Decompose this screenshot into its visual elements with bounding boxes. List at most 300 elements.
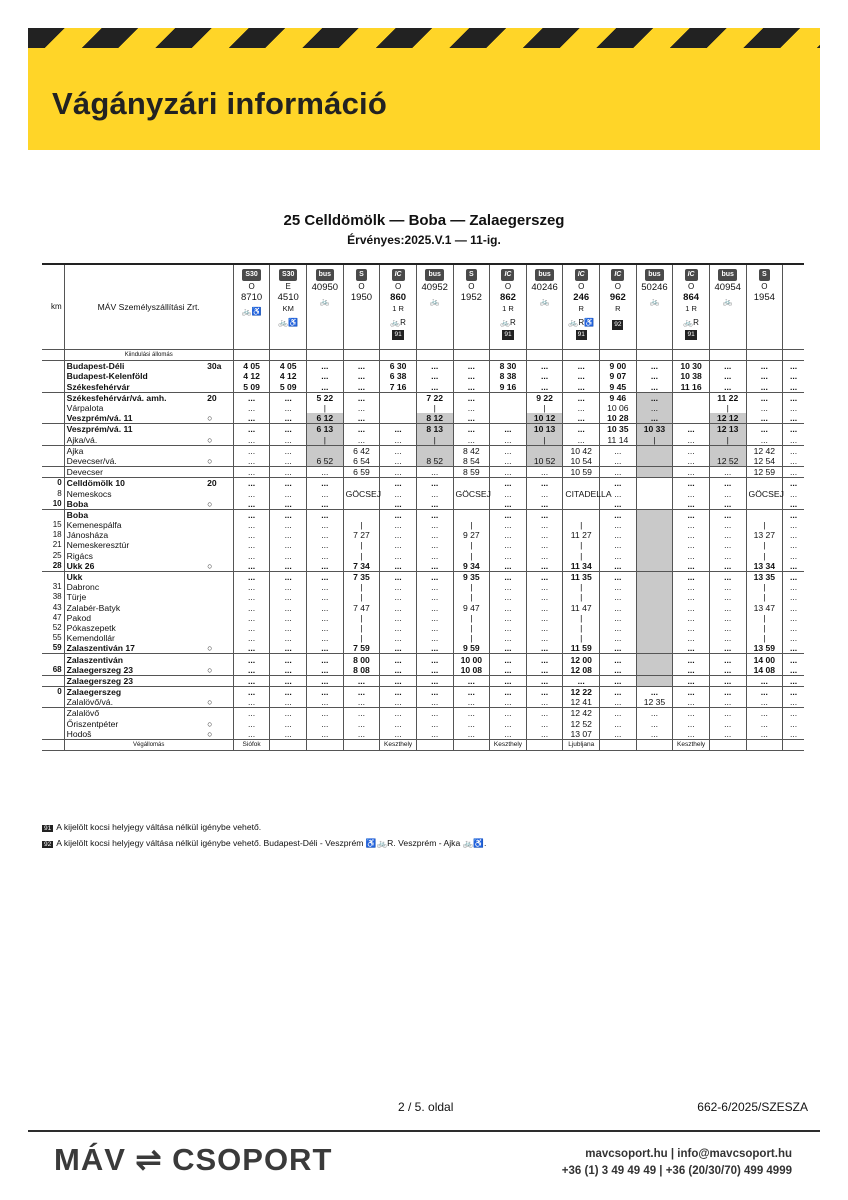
time-cell: 7 59 — [343, 643, 380, 654]
time-cell: | — [746, 520, 783, 530]
empty-cell — [526, 350, 563, 361]
empty-cell — [380, 350, 417, 361]
train-number: 40246 — [531, 282, 558, 293]
station-name: Kemendollár — [64, 633, 205, 643]
time-cell: ... — [526, 643, 563, 654]
time-cell: 9 00 — [600, 361, 637, 372]
time-cell: ... — [526, 582, 563, 592]
train-subinfo: 1 R — [502, 304, 514, 313]
end-station: Keszthely — [380, 739, 417, 750]
time-cell: ... — [380, 509, 417, 520]
time-cell: ... — [270, 403, 307, 413]
station-name: Boba — [64, 499, 205, 510]
time-cell: GÖCSEJ — [746, 488, 783, 498]
time-cell: ... — [307, 540, 344, 550]
time-cell: ... — [526, 603, 563, 613]
time-cell: ... — [673, 478, 710, 489]
time-cell — [636, 603, 673, 613]
time-cell: 6 13 — [307, 424, 344, 435]
time-cell: ... — [490, 467, 527, 478]
time-cell: 10 35 — [600, 424, 637, 435]
time-cell: ... — [380, 540, 417, 550]
time-cell: ... — [233, 582, 270, 592]
time-cell: ... — [307, 361, 344, 372]
time-cell — [380, 392, 417, 403]
time-cell: ... — [380, 729, 417, 740]
time-cell: ... — [380, 520, 417, 530]
train-column-header — [380, 264, 417, 350]
time-cell — [343, 509, 380, 520]
train-column-header — [453, 264, 490, 350]
table-row — [42, 675, 804, 686]
time-cell: ... — [746, 424, 783, 435]
footnote-92 — [42, 838, 486, 849]
time-cell — [636, 540, 673, 550]
time-cell: ... — [233, 413, 270, 424]
time-cell: ... — [526, 382, 563, 393]
time-cell: 6 59 — [343, 467, 380, 478]
time-cell: | — [563, 551, 600, 561]
time-cell: ... — [416, 729, 453, 740]
time-cell: ... — [307, 561, 344, 572]
time-cell: | — [563, 623, 600, 633]
empty-cell — [709, 350, 746, 361]
time-cell: 10 42 — [563, 445, 600, 456]
time-cell: ... — [307, 665, 344, 676]
end-station: Keszthely — [490, 739, 527, 750]
time-cell: 10 54 — [563, 456, 600, 467]
train-category-badge: IC — [611, 269, 624, 281]
train-circle-mark: O — [578, 282, 585, 291]
km-cell — [42, 435, 64, 446]
time-cell: ... — [600, 540, 637, 550]
time-cell: ... — [233, 633, 270, 643]
empty-cell — [233, 350, 270, 361]
time-cell: ... — [380, 478, 417, 489]
station-ref — [205, 633, 233, 643]
time-cell: 8 54 — [453, 456, 490, 467]
time-cell: ... — [636, 729, 673, 740]
time-cell: ... — [600, 582, 637, 592]
time-cell: ... — [600, 456, 637, 467]
time-cell: 12 22 — [563, 687, 600, 698]
time-cell: ... — [307, 551, 344, 561]
time-cell: ... — [526, 633, 563, 643]
validity-text: Érvényes:2025.V.1 — 11-ig. — [347, 233, 501, 247]
empty-cell — [600, 350, 637, 361]
train-category-badge: IC — [575, 269, 588, 281]
time-cell: ... — [636, 371, 673, 381]
time-cell: GÖCSEJ — [453, 488, 490, 498]
time-cell — [490, 413, 527, 424]
time-cell: ... — [380, 488, 417, 498]
time-cell: ... — [673, 582, 710, 592]
time-cell — [563, 499, 600, 510]
time-cell: ... — [490, 509, 527, 520]
train-number: 1950 — [350, 292, 373, 303]
footnote-text: A kijelölt kocsi helyjegy váltása nélkül igénybe vehető. — [56, 822, 262, 832]
time-cell — [636, 551, 673, 561]
time-cell: ... — [233, 697, 270, 708]
time-cell: ... — [270, 687, 307, 698]
end-station — [636, 739, 673, 750]
time-cell: ... — [600, 613, 637, 623]
time-cell: ... — [709, 719, 746, 729]
station-ref — [205, 623, 233, 633]
footer-divider — [28, 1130, 820, 1132]
table-row — [42, 665, 804, 676]
time-cell — [636, 499, 673, 510]
time-cell: ... — [600, 509, 637, 520]
station-ref: ○ — [207, 413, 213, 424]
km-cell: 15 — [52, 520, 62, 530]
time-cell: 6 12 — [307, 413, 344, 424]
time-cell: ... — [380, 582, 417, 592]
time-cell: ... — [490, 708, 527, 719]
station-name: Veszprém/vá. 11 — [64, 424, 205, 435]
time-cell: ... — [526, 675, 563, 686]
time-cell: | — [563, 613, 600, 623]
time-cell — [380, 413, 417, 424]
km-cell: 25 — [52, 550, 62, 560]
km-cell — [42, 413, 64, 424]
empty-cell — [307, 350, 344, 361]
time-cell: ... — [380, 456, 417, 467]
time-cell: ... — [380, 571, 417, 582]
time-cell: ... — [270, 729, 307, 740]
time-cell: 12 42 — [746, 445, 783, 456]
time-cell: 12 52 — [563, 719, 600, 729]
time-cell: | — [636, 435, 673, 446]
time-cell: ... — [746, 392, 783, 403]
time-cell: ... — [416, 582, 453, 592]
time-cell: ... — [746, 403, 783, 413]
time-cell — [746, 509, 783, 520]
time-cell: 7 34 — [343, 561, 380, 572]
km-cell — [42, 350, 64, 361]
train-column-header — [636, 264, 673, 350]
time-cell: ... — [490, 633, 527, 643]
time-cell: ... — [453, 719, 490, 729]
train-category-badge: bus — [535, 269, 553, 281]
time-cell: 9 47 — [453, 603, 490, 613]
train-number: 860 — [390, 292, 407, 303]
time-cell: ... — [709, 371, 746, 381]
time-cell: 11 14 — [600, 435, 637, 446]
time-cell — [636, 456, 673, 467]
time-cell: ... — [563, 675, 600, 686]
time-cell: ... — [233, 540, 270, 550]
time-cell: ... — [673, 424, 710, 435]
time-cell: ... — [783, 643, 804, 654]
time-cell: ... — [270, 561, 307, 572]
station-ref: ○ — [207, 697, 213, 708]
train-service-icons: 🚲R — [500, 318, 516, 327]
time-cell — [636, 623, 673, 633]
time-cell: ... — [233, 729, 270, 740]
time-cell: ... — [307, 582, 344, 592]
time-cell: ... — [343, 413, 380, 424]
time-cell: ... — [709, 361, 746, 372]
time-cell: ... — [490, 613, 527, 623]
km-cell — [42, 708, 64, 719]
time-cell: ... — [600, 530, 637, 540]
time-cell: ... — [783, 456, 804, 467]
time-cell: ... — [380, 687, 417, 698]
time-cell: ... — [270, 603, 307, 613]
time-cell: ... — [380, 424, 417, 435]
station-ref: ○ — [207, 560, 213, 571]
time-cell: | — [453, 582, 490, 592]
time-cell: 12 12 — [709, 413, 746, 424]
train-category-badge: S — [356, 269, 367, 281]
km-cell — [42, 571, 64, 582]
station-name: Celldömölk 10 — [64, 478, 205, 489]
time-cell: ... — [270, 467, 307, 478]
table-row — [42, 561, 804, 572]
station-name: Zalaegerszeg 23 — [64, 675, 205, 686]
footnote-91 — [42, 822, 261, 832]
train-number: 862 — [500, 292, 516, 303]
time-cell: ... — [673, 456, 710, 467]
time-cell: ... — [490, 499, 527, 510]
time-cell: ... — [233, 392, 270, 403]
time-cell: ... — [490, 643, 527, 654]
time-cell: ... — [490, 729, 527, 740]
station-ref — [205, 540, 233, 550]
time-cell: ... — [526, 561, 563, 572]
time-cell: 11 22 — [709, 392, 746, 403]
time-cell: ... — [343, 403, 380, 413]
train-column-header — [270, 264, 307, 350]
time-cell: 13 35 — [746, 571, 783, 582]
train-category-badge: bus — [645, 269, 663, 281]
time-cell: 11 59 — [563, 643, 600, 654]
time-cell — [673, 403, 710, 413]
time-cell: ... — [783, 467, 804, 478]
time-cell — [563, 509, 600, 520]
time-cell: ... — [307, 530, 344, 540]
empty-cell — [343, 350, 380, 361]
hazard-stripe — [28, 28, 820, 48]
time-cell: ... — [490, 697, 527, 708]
train-circle-mark: O — [394, 282, 402, 291]
time-cell: ... — [343, 361, 380, 372]
time-cell: ... — [709, 665, 746, 676]
table-row — [42, 445, 804, 456]
time-cell — [343, 499, 380, 510]
table-row — [42, 435, 804, 446]
time-cell: ... — [307, 623, 344, 633]
empty-cell — [490, 350, 527, 361]
time-cell: ... — [270, 478, 307, 489]
time-cell: ... — [416, 499, 453, 510]
station-name: Kemenespálfa — [64, 520, 205, 530]
station-name: Ukk 26 — [64, 561, 205, 572]
station-ref — [205, 571, 233, 582]
station-name: Őriszentpéter — [64, 719, 205, 729]
time-cell: ... — [600, 499, 637, 510]
time-cell: ... — [673, 708, 710, 719]
km-cell — [42, 654, 64, 665]
time-cell: ... — [343, 371, 380, 381]
time-cell: ... — [343, 382, 380, 393]
train-column-header — [416, 264, 453, 350]
station-ref: 20 — [205, 392, 233, 403]
station-ref: ○ — [207, 455, 213, 466]
train-service-icons: 🚲♿ — [278, 318, 299, 327]
km-cell — [42, 424, 64, 435]
time-cell: | — [453, 613, 490, 623]
time-cell: ... — [783, 729, 804, 740]
time-cell: ... — [270, 551, 307, 561]
time-cell: ... — [636, 413, 673, 424]
time-cell — [416, 445, 453, 456]
time-cell: ... — [783, 382, 804, 393]
time-cell: ... — [783, 708, 804, 719]
time-cell: ... — [416, 530, 453, 540]
table-row — [42, 603, 804, 613]
time-cell: ... — [673, 687, 710, 698]
time-cell: ... — [673, 675, 710, 686]
time-cell: ... — [563, 371, 600, 381]
time-cell: ... — [270, 520, 307, 530]
time-cell: ... — [526, 687, 563, 698]
train-circle-mark: O — [358, 282, 365, 291]
table-row — [42, 654, 804, 665]
time-cell: 12 52 — [709, 456, 746, 467]
time-cell: | — [709, 435, 746, 446]
time-cell: ... — [307, 708, 344, 719]
train-subinfo: 1 R — [685, 304, 697, 313]
time-cell — [453, 478, 490, 489]
time-cell: ... — [416, 623, 453, 633]
time-cell: ... — [453, 675, 490, 686]
table-row — [42, 382, 804, 393]
time-cell: 10 06 — [600, 403, 637, 413]
train-footnote-ref: 91 — [504, 331, 512, 338]
table-row — [42, 371, 804, 381]
time-cell: ... — [380, 697, 417, 708]
time-cell: 12 00 — [563, 654, 600, 665]
time-cell: ... — [783, 435, 804, 446]
time-cell: ... — [343, 697, 380, 708]
time-cell: ... — [783, 561, 804, 572]
time-cell: ... — [416, 633, 453, 643]
time-cell: ... — [526, 665, 563, 676]
table-row — [42, 551, 804, 561]
time-cell: ... — [416, 361, 453, 372]
table-row — [42, 456, 804, 467]
time-cell: ... — [416, 382, 453, 393]
time-cell: ... — [636, 719, 673, 729]
time-cell: ... — [233, 488, 270, 498]
time-cell: ... — [600, 719, 637, 729]
time-cell: GÖCSEJ — [343, 488, 380, 498]
train-column-header — [673, 264, 710, 350]
time-cell: ... — [526, 361, 563, 372]
train-service-icons: 🚲 — [429, 297, 440, 306]
time-cell: | — [563, 520, 600, 530]
mav-logo: MÁV ⇌ CSOPORT — [54, 1142, 333, 1177]
table-row — [42, 592, 804, 602]
end-station — [270, 739, 307, 750]
time-cell: ... — [673, 499, 710, 510]
station-ref — [205, 382, 233, 393]
time-cell — [636, 613, 673, 623]
time-cell: ... — [380, 613, 417, 623]
train-category-badge: bus — [425, 269, 443, 281]
time-cell: | — [746, 540, 783, 550]
time-cell: ... — [600, 445, 637, 456]
time-cell: 11 34 — [563, 561, 600, 572]
time-cell: ... — [636, 403, 673, 413]
time-cell: 8 00 — [343, 654, 380, 665]
station-ref: 20 — [205, 478, 233, 489]
time-cell: ... — [490, 719, 527, 729]
time-cell: 5 09 — [233, 382, 270, 393]
train-category-badge: bus — [316, 269, 334, 281]
time-cell: ... — [783, 520, 804, 530]
end-station — [709, 739, 746, 750]
station-ref: ○ — [207, 498, 213, 509]
station-ref — [205, 592, 233, 602]
station-ref: 30a — [205, 361, 233, 372]
time-cell: ... — [233, 499, 270, 510]
time-cell: ... — [453, 392, 490, 403]
station-name: Zalalövő — [64, 708, 205, 719]
time-cell: ... — [307, 633, 344, 643]
time-cell: ... — [233, 478, 270, 489]
time-cell: 13 07 — [563, 729, 600, 740]
document-id: 662-6/2025/SZESZA — [697, 1100, 808, 1114]
time-cell — [636, 561, 673, 572]
time-cell: ... — [270, 697, 307, 708]
time-cell: ... — [380, 551, 417, 561]
time-cell: ... — [416, 478, 453, 489]
station-ref — [205, 467, 233, 478]
time-cell: ... — [233, 603, 270, 613]
time-cell: ... — [416, 571, 453, 582]
time-cell: | — [563, 633, 600, 643]
time-cell: ... — [416, 613, 453, 623]
time-cell — [636, 467, 673, 478]
station-ref — [205, 551, 233, 561]
time-cell: ... — [600, 729, 637, 740]
time-cell: ... — [783, 445, 804, 456]
time-cell: 10 52 — [526, 456, 563, 467]
train-circle-mark: O — [614, 282, 621, 291]
time-cell: ... — [490, 445, 527, 456]
table-row — [42, 530, 804, 540]
end-station: Siófok — [233, 739, 270, 750]
time-cell: ... — [343, 424, 380, 435]
time-cell: ... — [600, 665, 637, 676]
time-cell: ... — [307, 613, 344, 623]
time-cell: ... — [563, 413, 600, 424]
table-row — [42, 392, 804, 403]
time-cell: ... — [673, 435, 710, 446]
time-cell: ... — [600, 467, 637, 478]
time-cell: ... — [783, 675, 804, 686]
time-cell: 13 47 — [746, 603, 783, 613]
time-cell: ... — [709, 509, 746, 520]
table-row — [42, 361, 804, 372]
km-cell — [42, 403, 64, 413]
time-cell: | — [343, 582, 380, 592]
time-cell: ... — [307, 382, 344, 393]
time-cell: ... — [673, 603, 710, 613]
